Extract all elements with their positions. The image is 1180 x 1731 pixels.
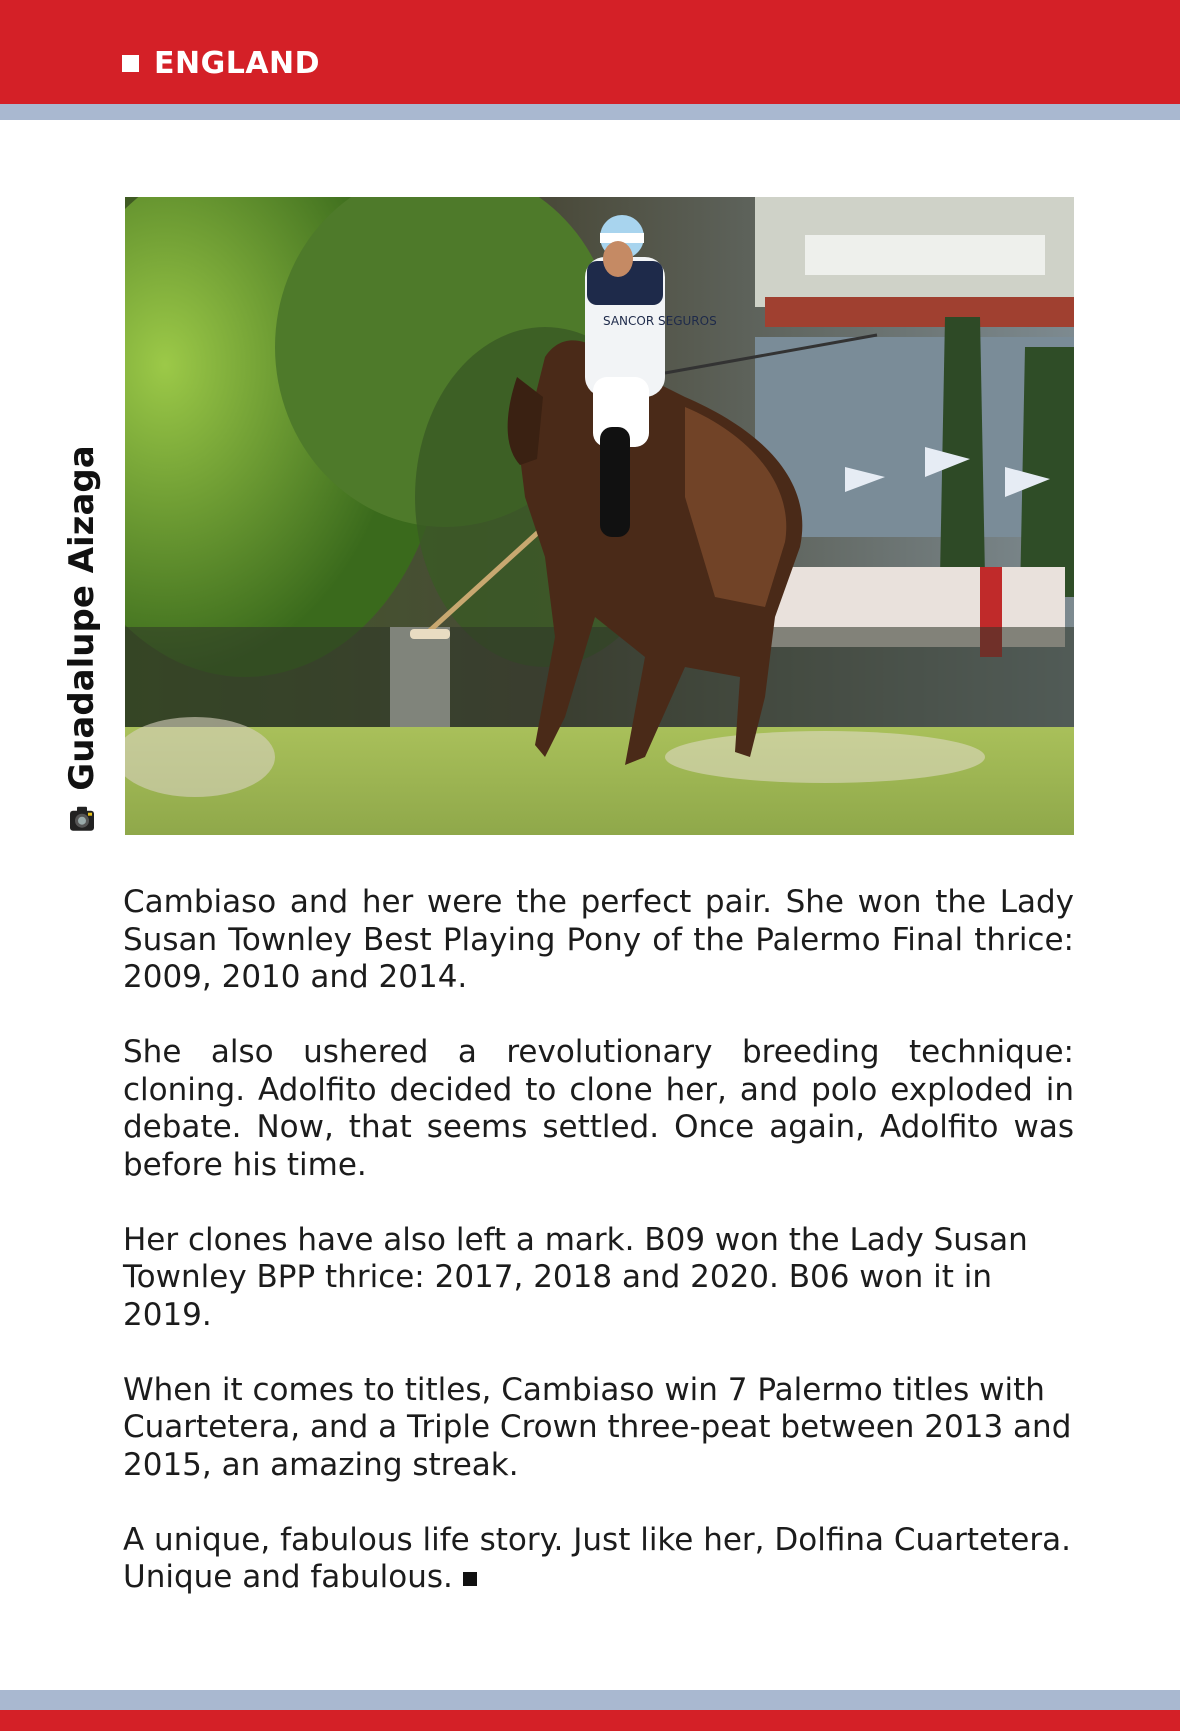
article-paragraph-text: A unique, fabulous life story. Just like her, Dolfina Cuartetera. Unique and fabulous. (123, 1521, 1071, 1595)
polo-player-image (125, 197, 1074, 835)
footer-band (0, 1710, 1180, 1731)
end-of-article-icon (463, 1572, 477, 1586)
article-paragraph-last (123, 1522, 1074, 1597)
jersey-text: SANCOR SEGUROS (603, 314, 717, 328)
section-square-icon (122, 55, 139, 72)
article-paragraph: When it comes to titles, Cambiaso win 7 Palermo titles with Cuartetera, and a Triple Crown three-peat between 2013 and 2015, an amazing streak. (123, 1371, 1072, 1483)
article-paragraph: She also ushered a revolutionary breeding technique: cloning. Adolfito decided to clone her, and polo exploded in debate. Now, that seems settled. Once again, Adolfito was before his time. (123, 1034, 1074, 1183)
photo-credit (60, 440, 104, 840)
section-label (122, 46, 320, 81)
header-stripe (0, 104, 1180, 120)
photo-credit-name: Guadalupe Aizaga (62, 445, 102, 791)
polo-photo (125, 197, 1074, 835)
section-title: ENGLAND (154, 46, 321, 81)
article-body (123, 884, 1074, 1634)
footer-stripe (0, 1690, 1180, 1710)
camera-icon (66, 802, 98, 836)
article-paragraph: Cambiaso and her were the perfect pair. She won the Lady Susan Townley Best Playing Pony of the Palermo Final thrice: 2009, 2010 and 2014. (123, 884, 1074, 995)
article-paragraph: Her clones have also left a mark. B09 won the Lady Susan Townley BPP thrice: 2017, 2018 and 2020. B06 won it in 2019. (123, 1221, 1028, 1333)
